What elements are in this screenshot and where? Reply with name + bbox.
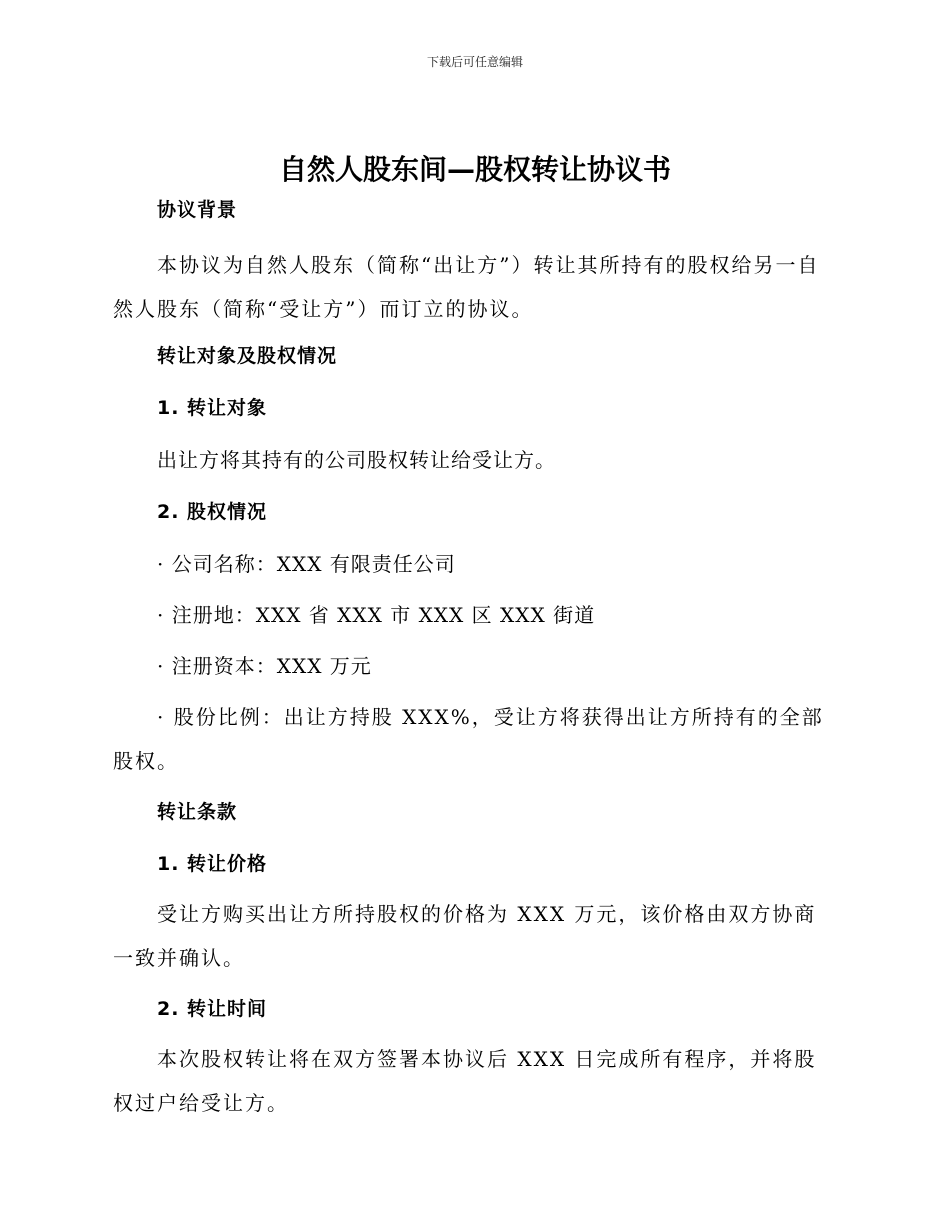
document-title: 自然人股东间—股权转让协议书 [278, 153, 671, 186]
subheading-equity-status: 2. 股权情况 [157, 501, 268, 523]
section-heading-object: 转让对象及股权情况 [157, 345, 338, 367]
share-ratio-item: · 股份比例：出让方持股 XXX%，受让方将获得出让方所持有的全部股权。 [113, 705, 824, 773]
section-heading-terms: 转让条款 [157, 801, 238, 823]
registered-address-item: · 注册地：XXX 省 XXX 市 XXX 区 XXX 街道 [157, 603, 596, 627]
company-name-item: · 公司名称：XXX 有限责任公司 [157, 552, 456, 576]
subheading-transfer-price: 1. 转让价格 [157, 853, 268, 875]
background-paragraph: 本协议为自然人股东（简称“出让方”）转让其所持有的股权给另一自然人股东（简称“受让方”）而订立的协议。 [113, 253, 820, 321]
subheading-transfer-object: 1. 转让对象 [157, 397, 268, 419]
section-heading-background: 协议背景 [157, 199, 238, 221]
transfer-object-text: 出让方将其持有的公司股权转让给受让方。 [157, 448, 556, 472]
subheading-transfer-time: 2. 转让时间 [157, 998, 268, 1020]
header-note: 下载后可任意编辑 [426, 55, 523, 69]
transfer-price-paragraph: 受让方购买出让方所持股权的价格为 XXX 万元，该价格由双方协商一致并确认。 [113, 902, 817, 970]
registered-capital-item: · 注册资本：XXX 万元 [157, 654, 372, 678]
transfer-time-paragraph: 本次股权转让将在双方签署本协议后 XXX 日完成所有程序，并将股权过户给受让方。 [113, 1047, 817, 1115]
